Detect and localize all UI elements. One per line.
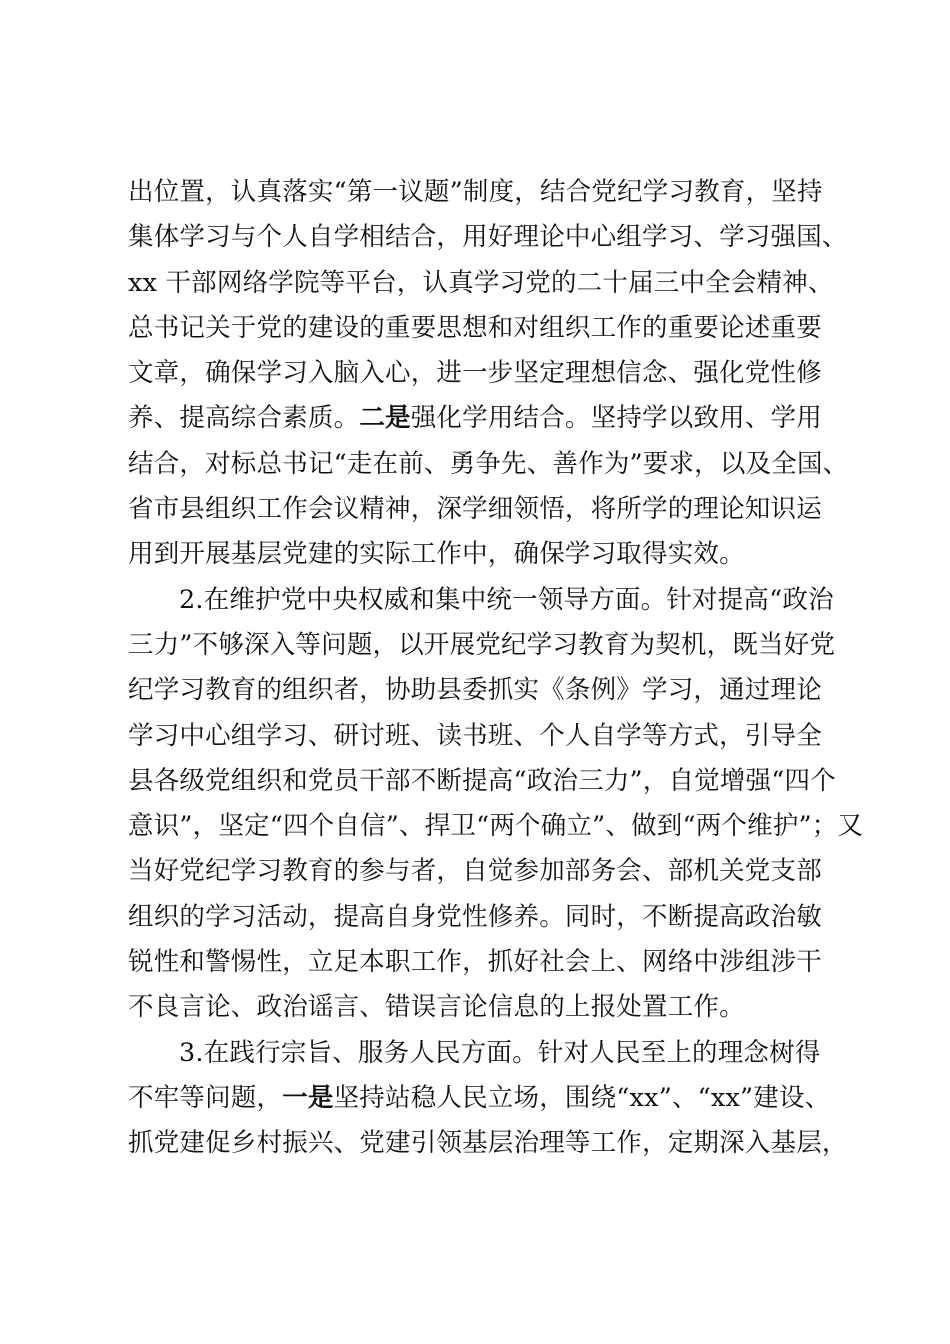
paragraph-3 [128,1031,852,1167]
bold-ordinal: 二是 [359,403,411,434]
text-segment: 坚持站稳人民立场，围绕“xx”、“xx”建设、 [333,1082,831,1113]
text-line: 文章，确保学习入脑入心，进一步坚定理想信念、强化党性修 [128,358,822,389]
document-body [128,170,864,1167]
text-line: 用到开展基层党建的实际工作中，确保学习取得实效。 [128,539,745,570]
text-line: 当好党纪学习教育的参与者，自觉参加部务会、部机关党支部 [128,856,822,887]
text-segment: 养、提高综合素质。 [128,403,360,434]
bold-ordinal: 一是 [282,1082,334,1113]
text-line: 总书记关于党的建设的重要思想和对组织工作的重要论述重要 [128,312,822,343]
text-line: 省市县组织工作会议精神，深学细领悟，将所学的理论知识运 [128,494,822,525]
text-line: 集体学习与个人自学相结合，用好理论中心组学习、学习强国、 [128,222,848,253]
text-line: 结合，对标总书记“走在前、勇争先、善作为”要求，以及全国、 [128,448,849,479]
text-line: xx 干部网络学院等平台，认真学习党的二十届三中全会精神、 [128,267,834,298]
text-line [128,1076,852,1121]
text-segment: 强化学用结合。坚持学以致用、学用 [410,403,822,434]
text-line: 不良言论、政治谣言、错误言论信息的上报处置工作。 [128,992,745,1023]
paragraph-2 [128,578,864,1031]
text-line: 学习中心组学习、研讨班、读书班、个人自学等方式，引导全 [128,720,822,751]
text-line-indented: 2.在维护党中央权威和集中统一领导方面。针对提高“政治 [179,584,834,615]
text-line: 锐性和警惕性，立足本职工作，抓好社会上、网络中涉组涉干 [128,947,822,978]
text-line [128,396,852,441]
text-line: 三力”不够深入等问题，以开展党纪学习教育为契机，既当好党 [128,629,836,660]
paragraph-1 [128,170,852,578]
text-line: 县各级党组织和党员干部不断提高“政治三力”，自觉增强“四个 [128,765,836,796]
text-line: 出位置，认真落实“第一议题”制度，结合党纪学习教育，坚持 [128,177,823,207]
text-line: 意识”，坚定“四个自信”、捍卫“两个确立”、做到“两个维护”；又 [128,811,864,842]
text-line: 抓党建促乡村振兴、党建引领基层治理等工作，定期深入基层， [128,1128,848,1159]
text-line-indented: 3.在践行宗旨、服务人民方面。针对人民至上的理念树得 [179,1037,821,1068]
text-line: 纪学习教育的组织者，协助县委抓实《条例》学习，通过理论 [128,675,822,706]
text-line: 组织的学习活动，提高自身党性修养。同时，不断提高政治敏 [128,901,822,932]
text-segment: 不牢等问题， [128,1082,283,1113]
